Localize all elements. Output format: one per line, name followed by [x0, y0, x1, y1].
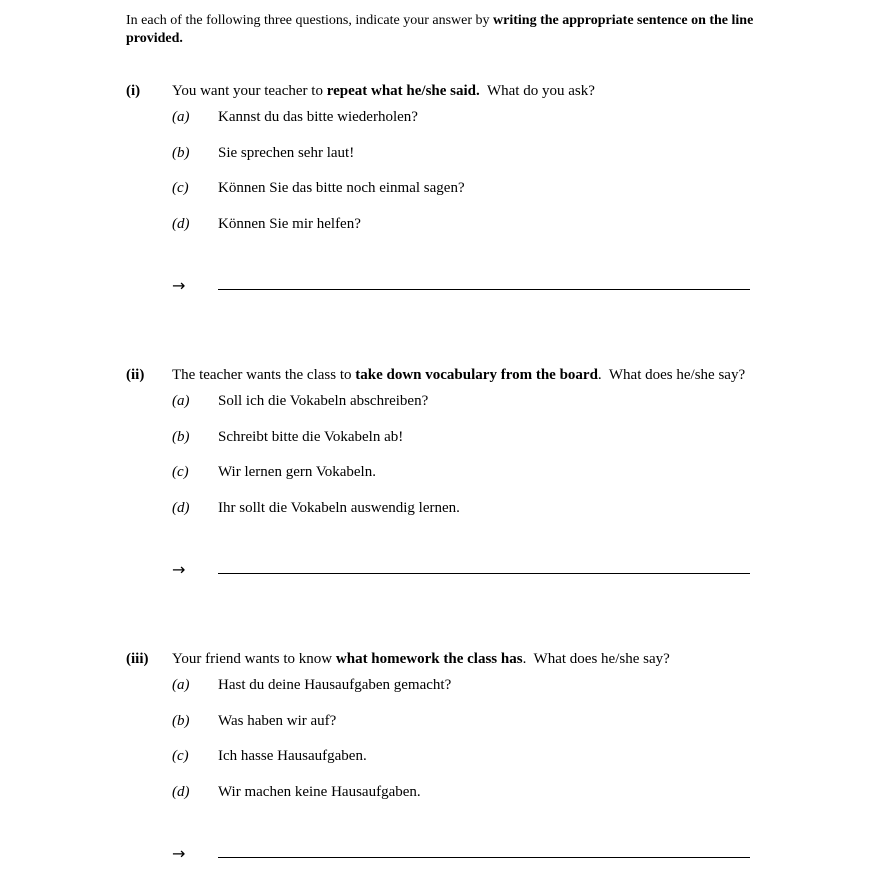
arrow-right-icon: →	[172, 560, 186, 579]
option-letter: (d)	[172, 499, 190, 516]
question-text-tail: What do you ask?	[479, 83, 595, 99]
option-text: Können Sie mir helfen?	[218, 215, 361, 232]
question-1	[126, 81, 806, 295]
answer-line[interactable]	[218, 289, 750, 290]
question-text-tail: . What does he/she say?	[597, 367, 746, 383]
question-text	[172, 81, 595, 101]
instructions-text: In each of the following three questions, indicate your answer by	[126, 13, 494, 28]
option-text: Können Sie das bitte noch einmal sagen?	[218, 180, 465, 197]
option-c	[172, 178, 772, 198]
question-text-plain: You want your teacher to	[172, 83, 327, 99]
answer-line[interactable]	[218, 573, 750, 574]
option-text: Wir lernen gern Vokabeln.	[218, 464, 376, 481]
option-text: Hast du deine Hausaufgaben gemacht?	[218, 677, 452, 693]
answer-row	[172, 276, 752, 296]
option-d	[172, 498, 772, 518]
option-letter: (a)	[172, 393, 190, 409]
question-number: (ii)	[126, 367, 145, 383]
question-text-plain: Your friend wants to know	[172, 651, 336, 667]
option-b	[172, 427, 772, 447]
question-number: (iii)	[126, 651, 149, 667]
option-text: Soll ich die Vokabeln abschreiben?	[218, 393, 429, 409]
option-letter: (d)	[172, 215, 190, 232]
option-letter: (b)	[172, 144, 190, 161]
answer-row	[172, 844, 752, 864]
options-list	[172, 107, 772, 249]
option-d	[172, 214, 772, 234]
option-text: Ihr sollt die Vokabeln auswendig lernen.	[218, 499, 460, 516]
option-text: Was haben wir auf?	[218, 712, 337, 729]
option-c	[172, 746, 772, 766]
option-a	[172, 107, 772, 127]
option-letter: (b)	[172, 428, 190, 445]
question-number: (i)	[126, 83, 141, 99]
option-b	[172, 143, 772, 163]
answer-line[interactable]	[218, 857, 750, 858]
option-letter: (c)	[172, 180, 189, 197]
question-2	[126, 365, 806, 579]
question-text-tail: . What does he/she say?	[522, 651, 670, 667]
arrow-right-icon: →	[172, 276, 186, 295]
question-text	[172, 365, 745, 385]
option-text: Wir machen keine Hausaufgaben.	[218, 783, 421, 800]
answer-row	[172, 560, 752, 580]
question-stem	[126, 365, 806, 385]
option-b	[172, 711, 772, 731]
question-text-bold: take down vocabulary from the board	[355, 367, 598, 383]
option-a	[172, 675, 772, 695]
question-text	[172, 649, 670, 669]
option-c	[172, 462, 772, 482]
option-letter: (a)	[172, 109, 190, 125]
question-text-plain: The teacher wants the class to	[172, 367, 356, 383]
question-3	[126, 649, 806, 863]
option-letter: (a)	[172, 677, 190, 693]
option-a	[172, 391, 772, 411]
option-letter: (d)	[172, 783, 190, 800]
arrow-right-icon: →	[172, 844, 186, 863]
instructions	[126, 12, 776, 48]
option-letter: (b)	[172, 712, 190, 729]
option-text: Kannst du das bitte wiederholen?	[218, 109, 418, 125]
question-stem	[126, 649, 806, 669]
options-list	[172, 391, 772, 533]
option-d	[172, 782, 772, 802]
question-stem	[126, 81, 806, 101]
question-text-bold: what homework the class has	[335, 651, 523, 667]
option-text: Sie sprechen sehr laut!	[218, 144, 355, 161]
option-letter: (c)	[172, 464, 189, 481]
option-text: Ich hasse Hausaufgaben.	[218, 748, 367, 765]
option-letter: (c)	[172, 748, 189, 765]
question-text-bold: repeat what he/she said.	[326, 83, 480, 99]
options-list	[172, 675, 772, 817]
instructions-bold-text: writing the appropriate sentence on the line provided.	[126, 13, 754, 46]
option-text: Schreibt bitte die Vokabeln ab!	[218, 428, 404, 445]
